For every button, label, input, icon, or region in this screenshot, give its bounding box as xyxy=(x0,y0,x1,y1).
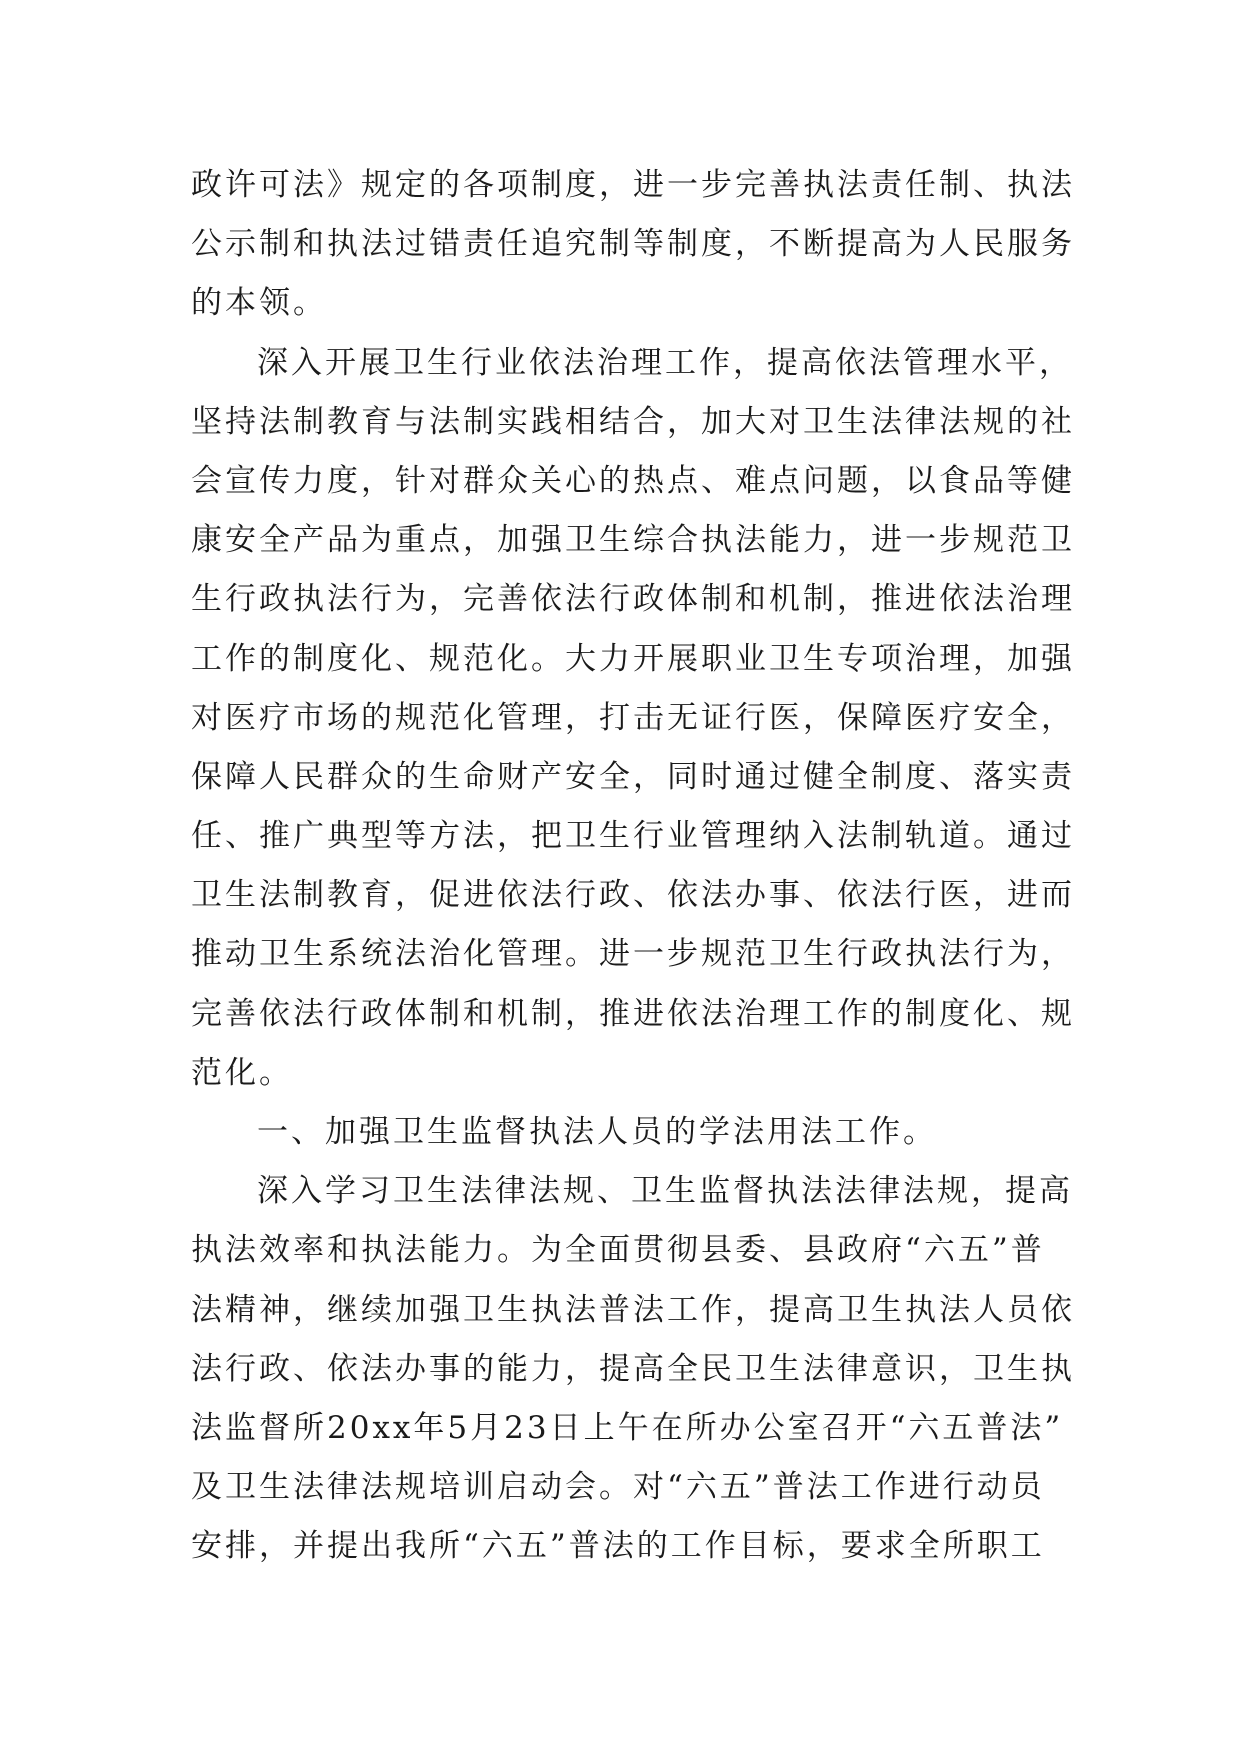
text-line: 政许可法》规定的各项制度，进一步完善执法责任制、执法 xyxy=(191,167,1075,203)
text-line: 及卫生法律法规培训启动会。对“六五”普法工作进行动员 xyxy=(191,1469,1045,1506)
text-line: 法监督所20xx年5月23日上午在所办公室召开“六五普法” xyxy=(191,1409,1064,1446)
paragraph-start-line: 深入学习卫生法律法规、卫生监督执法法律法规，提高 xyxy=(257,1173,1073,1210)
text-line: 生行政执法行为，完善依法行政体制和机制，推进依法治理 xyxy=(191,581,1075,618)
text-line: 完善依法行政体制和机制，推进依法治理工作的制度化、规 xyxy=(191,995,1075,1032)
text-line: 法行政、依法办事的能力，提高全民卫生法律意识，卫生执 xyxy=(191,1350,1075,1387)
text-line: 任、推广典型等方法，把卫生行业管理纳入法制轨道。通过 xyxy=(191,818,1075,855)
text-line: 会宣传力度，针对群众关心的热点、难点问题，以食品等健 xyxy=(191,462,1075,499)
text-line: 执法效率和执法能力。为全面贯彻县委、县政府“六五”普 xyxy=(191,1232,1045,1269)
text-line: 范化。 xyxy=(191,1054,293,1091)
text-line: 保障人民群众的生命财产安全，同时通过健全制度、落实责 xyxy=(191,758,1075,795)
text-line: 安排，并提出我所“六五”普法的工作目标，要求全所职工 xyxy=(191,1528,1045,1565)
text-line: 康安全产品为重点，加强卫生综合执法能力，进一步规范卫 xyxy=(191,522,1075,559)
text-line: 法精神，继续加强卫生执法普法工作，提高卫生执法人员依 xyxy=(191,1291,1075,1328)
text-line: 工作的制度化、规范化。大力开展职业卫生专项治理，加强 xyxy=(191,640,1075,677)
body-text xyxy=(191,156,1075,1577)
text-line: 坚持法制教育与法制实践相结合，加大对卫生法律法规的社 xyxy=(191,403,1075,440)
section-heading: 一、加强卫生监督执法人员的学法用法工作。 xyxy=(257,1114,937,1150)
text-line: 对医疗市场的规范化管理，打击无证行医，保障医疗安全， xyxy=(191,699,1075,736)
text-line: 推动卫生系统法治化管理。进一步规范卫生行政执法行为， xyxy=(191,936,1075,973)
text-line: 的本领。 xyxy=(191,285,327,322)
paragraph-start-line: 深入开展卫生行业依法治理工作，提高依法管理水平， xyxy=(257,344,1073,381)
text-line: 卫生法制教育，促进依法行政、依法办事、依法行医，进而 xyxy=(191,877,1075,914)
text-line: 公示制和执法过错责任追究制等制度，不断提高为人民服务 xyxy=(191,226,1075,263)
